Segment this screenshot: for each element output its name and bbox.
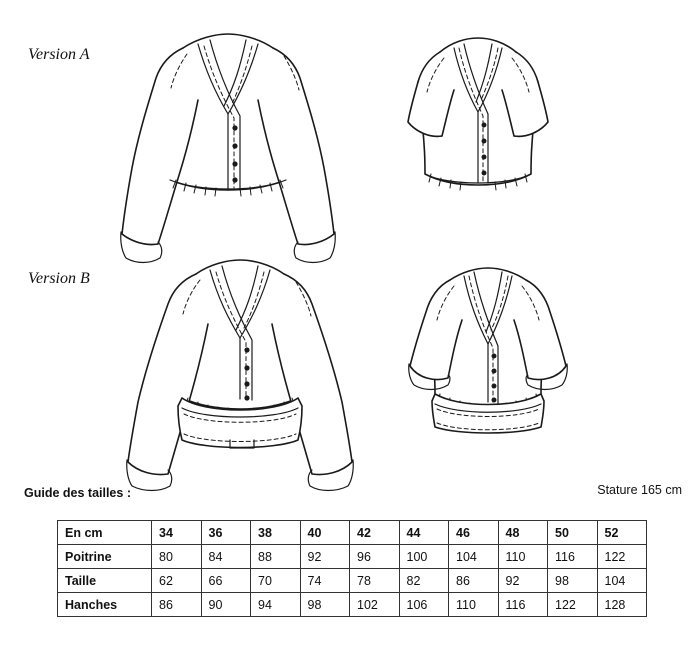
table-cell: 122 bbox=[597, 545, 647, 569]
version-b-long-sleeve-cardigan-illustration bbox=[110, 248, 390, 503]
table-cell: 70 bbox=[251, 569, 301, 593]
table-cell: 94 bbox=[251, 593, 301, 617]
table-cell: 84 bbox=[201, 545, 251, 569]
size-table-container bbox=[57, 520, 647, 617]
table-header-cell: 42 bbox=[350, 521, 400, 545]
table-cell: 66 bbox=[201, 569, 251, 593]
table-header-cell: 44 bbox=[399, 521, 449, 545]
table-cell: 92 bbox=[300, 545, 350, 569]
table-cell: 82 bbox=[399, 569, 449, 593]
cardigan-line-drawing bbox=[390, 258, 590, 438]
table-header-row bbox=[58, 521, 647, 545]
table-cell: 102 bbox=[350, 593, 400, 617]
cardigan-line-drawing bbox=[388, 22, 568, 212]
cardigan-line-drawing bbox=[110, 248, 390, 498]
version-b-short-sleeve-cardigan-illustration bbox=[390, 258, 590, 443]
table-header-cell: 34 bbox=[152, 521, 202, 545]
table-row bbox=[58, 593, 647, 617]
table-cell: 90 bbox=[201, 593, 251, 617]
table-cell: 78 bbox=[350, 569, 400, 593]
table-cell: 106 bbox=[399, 593, 449, 617]
row-label: Poitrine bbox=[58, 545, 152, 569]
version-a-label: Version A bbox=[28, 46, 90, 63]
table-header-cell: 52 bbox=[597, 521, 647, 545]
size-guide-title: Guide des tailles : bbox=[24, 486, 131, 500]
table-cell: 128 bbox=[597, 593, 647, 617]
table-cell: 74 bbox=[300, 569, 350, 593]
table-cell: 104 bbox=[597, 569, 647, 593]
table-header-cell: En cm bbox=[58, 521, 152, 545]
table-header-cell: 48 bbox=[498, 521, 548, 545]
table-cell: 98 bbox=[548, 569, 598, 593]
table-header-cell: 38 bbox=[251, 521, 301, 545]
table-cell: 110 bbox=[449, 593, 499, 617]
table-cell: 104 bbox=[449, 545, 499, 569]
table-header-cell: 36 bbox=[201, 521, 251, 545]
table-cell: 80 bbox=[152, 545, 202, 569]
table-row bbox=[58, 545, 647, 569]
table-cell: 100 bbox=[399, 545, 449, 569]
table-cell: 86 bbox=[449, 569, 499, 593]
version-a-long-sleeve-cardigan-illustration bbox=[88, 20, 368, 275]
table-cell: 88 bbox=[251, 545, 301, 569]
table-cell: 86 bbox=[152, 593, 202, 617]
table-cell: 122 bbox=[548, 593, 598, 617]
table-cell: 98 bbox=[300, 593, 350, 617]
table-cell: 92 bbox=[498, 569, 548, 593]
table-header-cell: 40 bbox=[300, 521, 350, 545]
table-cell: 96 bbox=[350, 545, 400, 569]
table-row bbox=[58, 569, 647, 593]
table-cell: 116 bbox=[548, 545, 598, 569]
row-label: Taille bbox=[58, 569, 152, 593]
size-table bbox=[57, 520, 647, 617]
version-b-label: Version B bbox=[28, 270, 90, 287]
version-a-short-sleeve-cardigan-illustration bbox=[388, 22, 568, 217]
table-header-cell: 50 bbox=[548, 521, 598, 545]
cardigan-line-drawing bbox=[88, 20, 368, 270]
table-cell: 110 bbox=[498, 545, 548, 569]
table-cell: 116 bbox=[498, 593, 548, 617]
table-cell: 62 bbox=[152, 569, 202, 593]
table-header-cell: 46 bbox=[449, 521, 499, 545]
stature-note: Stature 165 cm bbox=[597, 483, 682, 497]
row-label: Hanches bbox=[58, 593, 152, 617]
